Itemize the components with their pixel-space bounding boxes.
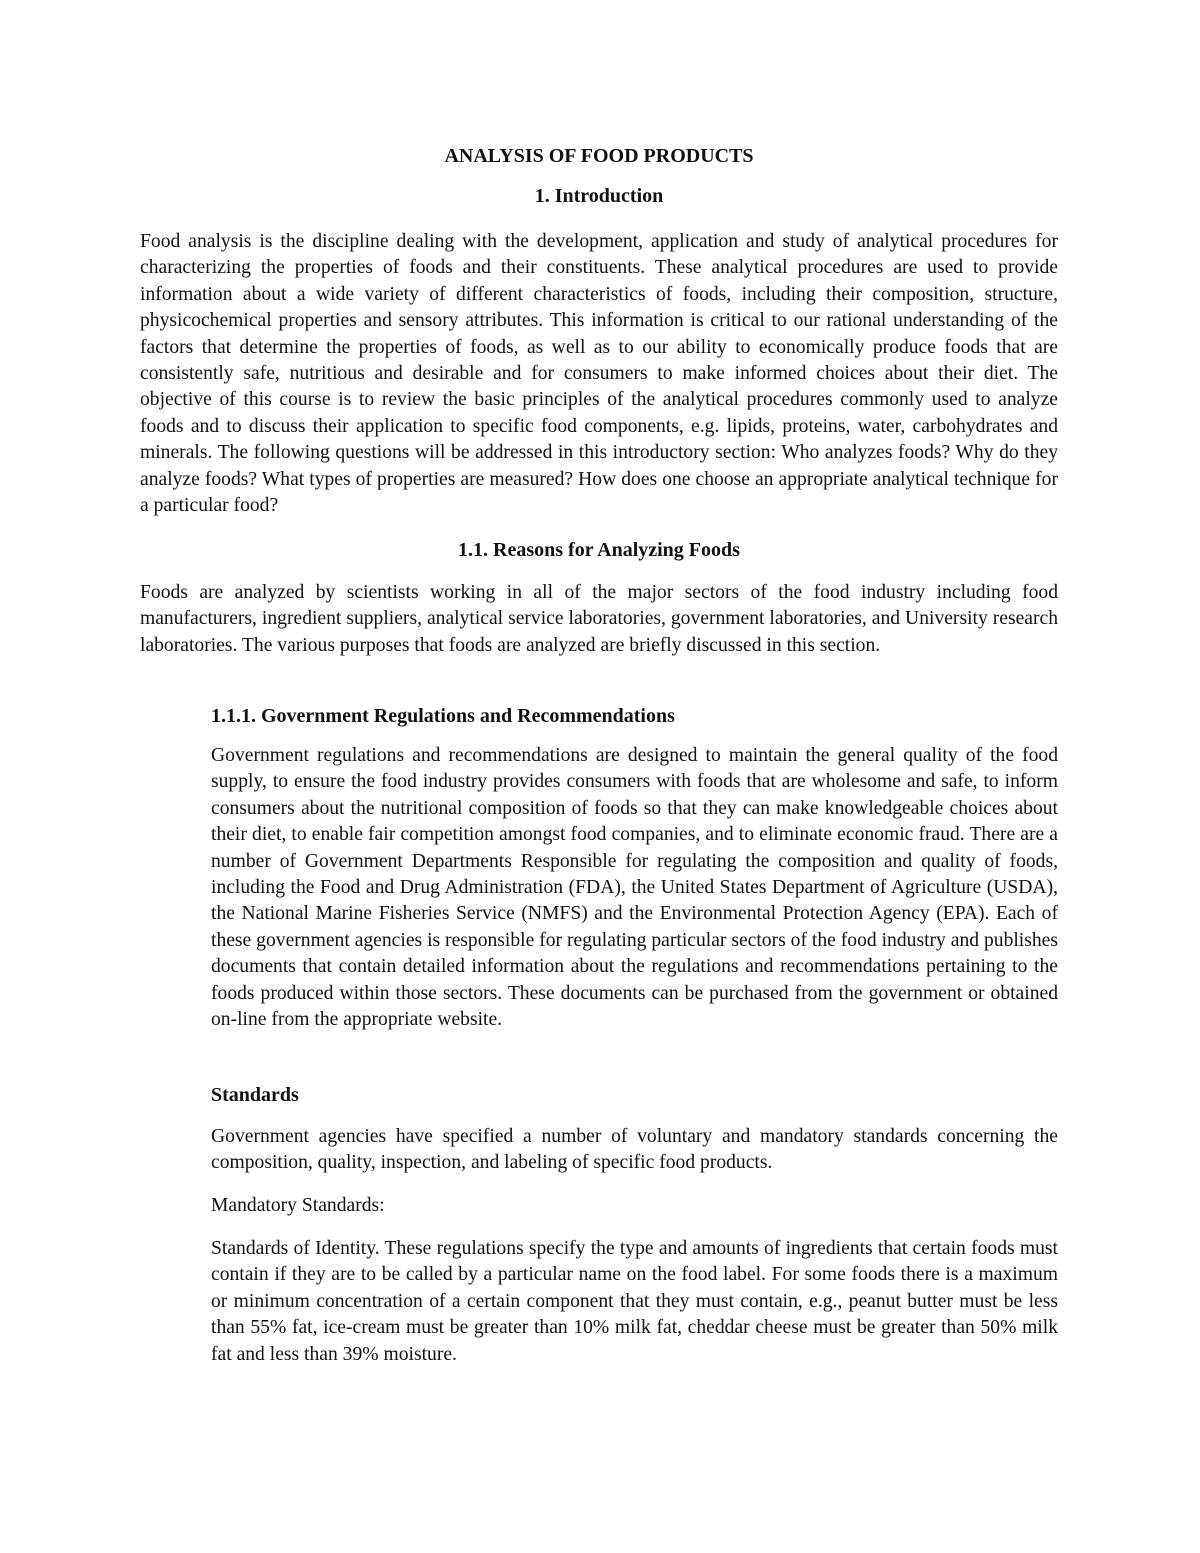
heading-government-regulations: 1.1.1. Government Regulations and Recommendations: [211, 705, 675, 727]
heading-introduction: 1. Introduction: [534, 185, 664, 207]
paragraph-government-regulations: Government regulations and recommendations are designed to maintain the general quality of the food supply, to ensure the food industry provides consumers with foods that are wholesome and safe, to inform consumers about the nutritional composition of foods so that they can make knowledgeable choices about their diet, to enable fair competition amongst food companies, and to eliminate economic fraud. There are a number of Government Departments Responsible for regulating the composition and quality of foods, including the Food and Drug Administration (FDA), the United States Department of Agriculture (USDA), the National Marine Fisheries Service (NMFS) and the Environmental Protection Agency (EPA). Each of these government agencies is responsible for regulating particular sectors of the food industry and publishes documents that contain detailed information about the regulations and recommendations pertaining to the foods produced within those sectors. These documents can be purchased from the government or obtained on-line from the appropriate website.: [211, 745, 1058, 1031]
paragraph-standards: Government agencies have specified a number of voluntary and mandatory standards concerning the composition, quality, inspection, and labeling of specific food products.: [211, 1126, 1058, 1174]
paragraph-standards-of-identity: Standards of Identity. These regulations specify the type and amounts of ingredients that certain foods must contain if they are to be called by a particular name on the food label. For some foods there is a maximum or minimum concentration of a certain component that they must contain, e.g., peanut butter must be less than 55% fat, ice-cream must be greater than 10% milk fat, cheddar cheese must be greater than 50% milk fat and less than 39% moisture.: [211, 1238, 1058, 1365]
heading-reasons-for-analyzing-foods: 1.1. Reasons for Analyzing Foods: [458, 539, 740, 561]
label-mandatory-standards: Mandatory Standards:: [211, 1195, 385, 1216]
paragraph-introduction: Food analysis is the discipline dealing with the development, application and study of analytical procedures for characterizing the properties of foods and their constituents. These analytical procedures are used to provide information about a wide variety of different characteristics of foods, including their composition, structure, physicochemical properties and sensory attributes. This information is critical to our rational understanding of the factors that determine the properties of foods, as well as to our ability to economically produce foods that are consistently safe, nutritious and desirable and for consumers to make informed choices about their diet. The objective of this course is to review the basic principles of the analytical procedures commonly used to analyze foods and to discuss their application to specific food components, e.g. lipids, proteins, water, carbohydrates and minerals. The following questions will be addressed in this introductory section: Who analyzes foods? Why do they analyze foods? What types of properties are measured? How does one choose an appropriate analytical technique for a particular food?: [140, 231, 1058, 517]
heading-standards: Standards: [211, 1084, 299, 1106]
document-title: ANALYSIS OF FOOD PRODUCTS: [444, 145, 754, 167]
paragraph-reasons: Foods are analyzed by scientists working in all of the major sectors of the food industry including food manufacturers, ingredient suppliers, analytical service laboratories, government laboratories, and University research laboratories. The various purposes that foods are analyzed are briefly discussed in this section.: [140, 582, 1058, 656]
